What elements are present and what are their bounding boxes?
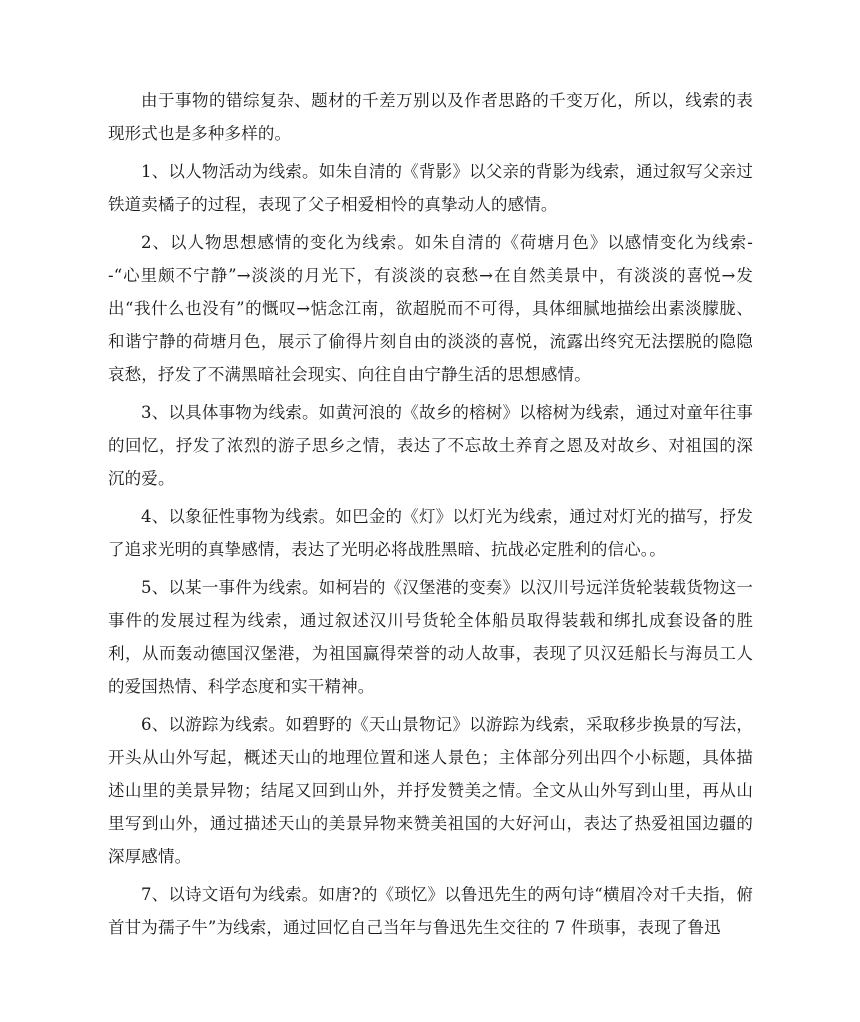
paragraph-item-4: 4、以象征性事物为线索。如巴金的《灯》以灯光为线索，通过对灯光的描写，抒发了追求光明的真挚感情，表达了光明必将战胜黑暗、抗战必定胜利的信心。。	[108, 507, 753, 559]
document-body	[108, 84, 753, 949]
paragraph-item-3: 3、以具体事物为线索。如黄河浪的《故乡的榕树》以榕树为线索，通过对童年往事的回忆，抒发了浓烈的游子思乡之情，表达了不忘故土养育之恩及对故乡、对祖国的深沉的爱。	[108, 403, 753, 488]
paragraph-item-6: 6、以游踪为线索。如碧野的《天山景物记》以游踪为线索，采取移步换景的写法，开头从山外写起，概述天山的地理位置和迷人景色；主体部分列出四个小标题，具体描述山里的美景异物；结尾又回到山外，并抒发赞美之情。全文从山外写到山里，再从山里写到山外，通过描述天山的美景异物来赞美祖国的大好河山，表达了热爱祖国边疆的深厚感情。	[108, 715, 753, 866]
paragraph-item-2: 2、以人物思想感情的变化为线索。如朱自清的《荷塘月色》以感情变化为线索--“心里颇不宁静”→淡淡的月光下，有淡淡的哀愁→在自然美景中，有淡淡的喜悦→发出“我什么也没有”的慨叹→惦念江南，欲超脱而不可得，具体细腻地描绘出素淡朦胧、和谐宁静的荷塘月色，展示了偷得片刻自由的淡淡的喜悦，流露出终究无法摆脱的隐隐哀愁，抒发了不满黑暗社会现实、向往自由宁静生活的思想感情。	[108, 233, 753, 384]
paragraph-item-5: 5、以某一事件为线索。如柯岩的《汉堡港的变奏》以汉川号远洋货轮装载货物这一事件的发展过程为线索，通过叙述汉川号货轮全体船员取得装载和绑扎成套设备的胜利，从而轰动德国汉堡港，为祖国赢得荣誉的动人故事，表现了贝汉廷船长与海员工人的爱国热情、科学态度和实干精神。	[108, 578, 753, 696]
paragraph-item-7: 7、以诗文语句为线索。如唐?的《琐忆》以鲁迅先生的两句诗“横眉冷对千夫指，俯首甘为孺子牛”为线索，通过回忆自己当年与鲁迅先生交往的 7 件琐事，表现了鲁迅	[108, 885, 753, 937]
paragraph-intro: 由于事物的错综复杂、题材的千差万别以及作者思路的千变万化，所以，线索的表现形式也是多种多样的。	[108, 91, 753, 143]
paragraph-item-1: 1、以人物活动为线索。如朱自清的《背影》以父亲的背影为线索，通过叙写父亲过铁道卖橘子的过程，表现了父子相爱相怜的真挚动人的感情。	[108, 162, 753, 214]
